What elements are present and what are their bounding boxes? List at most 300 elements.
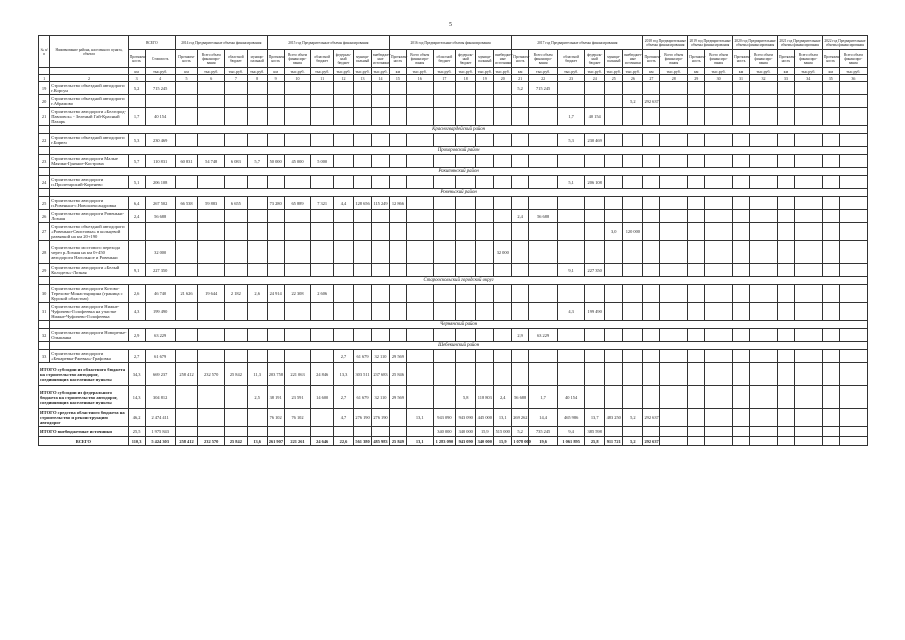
value-cell — [311, 329, 333, 342]
sub-header: Всего объем финансиро-вания — [839, 50, 867, 68]
empty-cell — [822, 223, 839, 241]
section-row — [39, 321, 868, 329]
value-cell — [494, 176, 512, 189]
total-value — [225, 386, 247, 409]
value-cell — [247, 241, 267, 264]
unit-cell: тыс.руб. — [406, 68, 433, 75]
year-2019-header: 2019 год Предварительные объемы финансирования — [688, 36, 733, 50]
value-cell — [494, 285, 512, 303]
value-cell — [605, 134, 623, 147]
value-cell — [225, 223, 247, 241]
value-cell — [406, 303, 433, 321]
empty-cell — [733, 223, 750, 241]
value-cell: 56 688 — [529, 210, 558, 223]
unit-cell: тыс.руб. — [529, 68, 558, 75]
column-number: 7 — [225, 75, 247, 82]
value-cell: 46 740 — [145, 285, 175, 303]
empty-cell — [749, 95, 777, 108]
grand-total-value: 943 090 — [456, 437, 476, 446]
grand-total-value: 1 283 090 — [433, 437, 455, 446]
column-number: 30 — [705, 75, 733, 82]
total-value: 4,7 — [333, 409, 353, 427]
total-value: 25,5 — [128, 427, 145, 437]
value-cell — [354, 82, 372, 95]
row-number: 31 — [39, 303, 50, 321]
grand-total-value: 485 983 — [373, 438, 388, 444]
value-cell — [333, 264, 353, 277]
section-row — [39, 277, 868, 285]
value-cell: 45 000 — [284, 155, 311, 168]
column-number: 23 — [558, 75, 585, 82]
value-cell — [198, 350, 225, 363]
empty-cell — [749, 155, 777, 168]
value-cell — [175, 329, 197, 342]
total-row — [39, 427, 868, 437]
value-cell — [643, 329, 660, 342]
header-row-2 — [39, 50, 868, 68]
empty-cell — [705, 264, 733, 277]
value-cell: 5,3 — [128, 134, 145, 147]
total-value: 25 846 — [389, 363, 406, 386]
grand-total-value: 232 570 — [198, 437, 225, 446]
value-cell — [247, 197, 267, 210]
value-cell — [311, 350, 333, 363]
value-cell — [558, 155, 585, 168]
object-name: Строительство объездной автодороги г.Корсун — [50, 82, 129, 95]
value-cell: 110 831 — [145, 155, 175, 168]
column-number: 34 — [794, 75, 822, 82]
total-value: 2,7 — [333, 386, 353, 409]
empty-cell — [749, 303, 777, 321]
value-cell — [354, 134, 372, 147]
sub-header: Всего объем финансиро-вания — [529, 50, 558, 68]
value-cell — [494, 223, 512, 241]
empty-cell — [839, 363, 867, 386]
total-label: ИТОГО внебюджетные источники — [39, 427, 129, 437]
value-cell — [284, 95, 311, 108]
empty-cell — [660, 197, 688, 210]
empty-cell — [777, 350, 794, 363]
value-cell — [311, 210, 333, 223]
sub-header: муници-пальный — [605, 50, 623, 68]
total-value: 483 250 — [605, 409, 623, 427]
empty-cell — [839, 285, 867, 303]
value-cell — [476, 108, 494, 126]
value-cell — [284, 303, 311, 321]
value-cell — [643, 155, 660, 168]
value-cell — [605, 303, 623, 321]
value-cell — [333, 241, 353, 264]
value-cell — [476, 329, 494, 342]
empty-cell — [660, 264, 688, 277]
value-cell — [605, 108, 623, 126]
value-cell — [605, 329, 623, 342]
empty-cell — [705, 210, 733, 223]
total-value: 13,7 — [585, 409, 605, 427]
unit-cell: тыс.руб. — [311, 68, 333, 75]
column-number: 15 — [389, 75, 406, 82]
empty-cell — [777, 197, 794, 210]
column-number: 3 — [128, 75, 145, 82]
value-cell — [605, 197, 623, 210]
sub-header: Протяжен-ность — [643, 50, 660, 68]
value-cell — [433, 210, 455, 223]
sub-header: Всего объем финансиро-вания — [284, 50, 311, 68]
column-number: 28 — [660, 75, 688, 82]
value-cell: 227 350 — [145, 264, 175, 277]
value-cell — [225, 350, 247, 363]
empty-cell — [733, 134, 750, 147]
total-value: 61 679 — [354, 386, 372, 409]
value-cell: 63 229 — [529, 329, 558, 342]
empty-cell — [794, 155, 822, 168]
value-cell — [476, 210, 494, 223]
total-value — [643, 386, 660, 409]
value-cell — [476, 82, 494, 95]
total-value: 46,2 — [128, 409, 145, 427]
total-value — [311, 427, 333, 437]
empty-cell — [839, 108, 867, 126]
empty-cell — [839, 350, 867, 363]
total-value: 232 570 — [198, 363, 225, 386]
value-cell — [456, 95, 476, 108]
value-cell — [354, 223, 372, 241]
value-cell — [494, 264, 512, 277]
value-cell — [623, 155, 643, 168]
total-value: 445 000 — [476, 409, 494, 427]
value-cell: 199 490 — [585, 303, 605, 321]
value-cell — [456, 285, 476, 303]
value-cell: 2 182 — [225, 285, 247, 303]
value-cell — [198, 82, 225, 95]
value-cell — [494, 155, 512, 168]
value-cell — [433, 285, 455, 303]
value-cell — [512, 285, 529, 303]
total-value: 11,3 — [247, 363, 267, 386]
column-number: 36 — [839, 75, 867, 82]
empty-cell — [688, 223, 705, 241]
value-cell — [476, 264, 494, 277]
total-value: 1 975 843 — [145, 427, 175, 437]
value-cell: 206 108 — [145, 176, 175, 189]
units-row — [39, 68, 868, 75]
total-value: 13,1 — [406, 409, 433, 427]
value-cell: 22 308 — [284, 285, 311, 303]
unit-cell: тыс.руб. — [145, 68, 175, 75]
value-cell — [284, 176, 311, 189]
value-cell — [494, 134, 512, 147]
empty-cell — [794, 350, 822, 363]
value-cell — [585, 350, 605, 363]
value-cell — [372, 134, 390, 147]
total-value: 2 474 411 — [145, 409, 175, 427]
value-cell — [284, 350, 311, 363]
empty-cell — [749, 350, 777, 363]
empty-cell — [794, 427, 822, 437]
sub-header: Протяжен-ность — [777, 50, 794, 68]
value-cell — [333, 285, 353, 303]
value-cell — [406, 197, 433, 210]
sub-header: муници-пальный — [354, 50, 372, 68]
grand-total-value: 19,6 — [529, 437, 558, 446]
total-value: 385 598 — [585, 427, 605, 437]
grand-total-value: 15,9 — [494, 437, 512, 446]
value-cell — [456, 82, 476, 95]
value-cell: 2,7 — [128, 350, 145, 363]
value-cell — [456, 264, 476, 277]
empty-cell — [688, 210, 705, 223]
grand-total-value: 24 646 — [311, 437, 333, 446]
value-cell — [433, 95, 455, 108]
column-number: 5 — [175, 75, 197, 82]
empty-cell — [749, 285, 777, 303]
total-value: 276 190 — [372, 409, 390, 427]
value-cell — [406, 350, 433, 363]
empty-cell — [705, 95, 733, 108]
value-cell — [225, 95, 247, 108]
empty-cell — [733, 176, 750, 189]
column-number: 9 — [267, 75, 284, 82]
row-number: 32 — [39, 329, 50, 342]
value-cell: 267 502 — [145, 197, 175, 210]
sub-header: федераль-ный бюджет — [333, 50, 353, 68]
value-cell — [267, 95, 284, 108]
unit-cell: тыс.руб. — [456, 68, 476, 75]
grand-total-value: 25,8 — [585, 437, 605, 446]
total-value: 943 090 — [456, 409, 476, 427]
value-cell: 120 000 — [623, 223, 643, 241]
empty-cell — [688, 241, 705, 264]
empty-cell — [749, 241, 777, 264]
total-value: 735 245 — [529, 427, 558, 437]
value-cell — [311, 176, 333, 189]
empty-cell — [688, 285, 705, 303]
value-cell: 128 656 — [354, 197, 372, 210]
value-cell — [476, 155, 494, 168]
table-row — [39, 303, 868, 321]
value-cell: 5,7 — [247, 155, 267, 168]
total-value — [406, 386, 433, 409]
empty-cell — [660, 285, 688, 303]
value-cell — [512, 264, 529, 277]
value-cell: 12 866 — [389, 197, 406, 210]
total-label: ИТОГО средства областного бюджета на строительство и реконструкцию автодорог — [39, 409, 129, 427]
empty-cell — [839, 155, 867, 168]
object-name: Строительство автодороги Нижне-Чуфичево-Голофеевка на участке Нижне-Чуфичево-Голофеевка — [50, 303, 129, 321]
value-cell: 40 154 — [145, 108, 175, 126]
empty-cell — [822, 82, 839, 95]
value-cell — [558, 223, 585, 241]
empty-cell — [39, 321, 50, 329]
column-number: 8 — [247, 75, 267, 82]
total-value: 340 000 — [433, 427, 455, 437]
empty-cell — [39, 277, 50, 285]
unit-cell: км — [822, 68, 839, 75]
empty-cell — [794, 223, 822, 241]
value-cell — [529, 241, 558, 264]
value-cell — [389, 241, 406, 264]
unit-cell: тыс.руб. — [705, 68, 733, 75]
section-row — [39, 126, 868, 134]
value-cell — [225, 210, 247, 223]
value-cell — [247, 303, 267, 321]
value-cell: 5,1 — [128, 176, 145, 189]
row-number: 29 — [39, 264, 50, 277]
total-value: 76 102 — [267, 409, 284, 427]
value-cell — [558, 285, 585, 303]
col-name-header: Наименование района, населенного пункта, объекта — [50, 36, 129, 68]
value-cell — [623, 303, 643, 321]
empty-cell — [660, 155, 688, 168]
total-value: 118 803 — [476, 386, 494, 409]
grand-total-value: 5,2 — [623, 437, 643, 446]
grand-total-value: 13,1 — [406, 437, 433, 446]
sub-header: муници-пальный — [476, 50, 494, 68]
value-cell — [585, 210, 605, 223]
total-value — [476, 363, 494, 386]
value-cell — [529, 155, 558, 168]
empty-cell — [777, 285, 794, 303]
year-2016-header: 2016 год Предварительные объемы финансирования — [389, 36, 511, 50]
value-cell — [558, 210, 585, 223]
empty-cell — [839, 437, 867, 446]
empty-cell — [733, 95, 750, 108]
empty-cell — [839, 303, 867, 321]
value-cell — [406, 95, 433, 108]
value-cell — [529, 350, 558, 363]
sub-header: Протяжен-ность — [733, 50, 750, 68]
object-name: Строительство автодороги Котово-Терехово-Монастырщина (граница с Курской областью) — [50, 285, 129, 303]
total-value: 23 591 — [284, 386, 311, 409]
total-value — [623, 386, 643, 409]
row-number: 23 — [39, 155, 50, 168]
value-cell — [389, 223, 406, 241]
value-cell — [284, 241, 311, 264]
total-row — [39, 386, 868, 409]
section-title: Прохоровский район — [50, 147, 868, 155]
value-cell — [456, 303, 476, 321]
total-value — [643, 427, 660, 437]
value-cell: 24 914 — [267, 285, 284, 303]
section-title: Ракитянский район — [50, 168, 868, 176]
value-cell — [605, 241, 623, 264]
value-cell — [406, 176, 433, 189]
value-cell — [372, 223, 390, 241]
column-number-row — [39, 75, 868, 82]
value-cell — [529, 176, 558, 189]
value-cell: 66 538 — [175, 197, 197, 210]
value-cell — [175, 134, 197, 147]
empty-cell — [705, 134, 733, 147]
sub-header: федераль-ный бюджет — [456, 50, 476, 68]
value-cell — [247, 82, 267, 95]
row-number: 20 — [39, 95, 50, 108]
empty-cell — [688, 386, 705, 409]
empty-cell — [794, 82, 822, 95]
empty-cell — [660, 409, 688, 427]
row-number: 26 — [39, 210, 50, 223]
value-cell — [494, 350, 512, 363]
value-cell — [225, 241, 247, 264]
value-cell — [406, 285, 433, 303]
empty-cell — [733, 264, 750, 277]
empty-cell — [688, 176, 705, 189]
value-cell — [433, 329, 455, 342]
empty-cell — [777, 427, 794, 437]
total-value — [247, 409, 267, 427]
value-cell — [267, 134, 284, 147]
value-cell — [476, 241, 494, 264]
value-cell — [128, 241, 145, 264]
section-row — [39, 147, 868, 155]
value-cell — [311, 303, 333, 321]
value-cell — [512, 95, 529, 108]
total-value: 13,1 — [494, 409, 512, 427]
empty-cell — [822, 264, 839, 277]
total-value: 2,5 — [247, 386, 267, 409]
value-cell: 2,4 — [512, 210, 529, 223]
unit-cell: км — [175, 68, 197, 75]
value-cell: 54 748 — [198, 155, 225, 168]
value-cell — [512, 241, 529, 264]
table-row — [39, 155, 868, 168]
total-value — [225, 427, 247, 437]
sub-header: внебюджет-ные источники — [494, 50, 512, 68]
object-name: Строительство объездной автодороги «Ровеньки-Свистовка» в кольцевой развязкой на км 20+190 — [50, 223, 129, 241]
empty-cell — [660, 427, 688, 437]
column-number: 31 — [733, 75, 750, 82]
total-value — [389, 409, 406, 427]
empty-cell — [39, 189, 50, 197]
value-cell: 3,0 — [605, 223, 623, 241]
total-value: 340 000 — [456, 427, 476, 437]
column-number: 24 — [585, 75, 605, 82]
value-cell — [389, 82, 406, 95]
value-cell — [198, 329, 225, 342]
value-cell — [354, 210, 372, 223]
total-value — [175, 409, 197, 427]
value-cell: 230 469 — [145, 134, 175, 147]
value-cell — [198, 223, 225, 241]
grand-total-value: 25 849 — [389, 437, 406, 446]
value-cell — [456, 350, 476, 363]
empty-cell — [733, 303, 750, 321]
value-cell — [512, 303, 529, 321]
empty-cell — [839, 176, 867, 189]
total-value — [558, 363, 585, 386]
value-cell — [643, 82, 660, 95]
empty-cell — [733, 329, 750, 342]
empty-cell — [749, 409, 777, 427]
empty-cell — [794, 176, 822, 189]
row-number: 24 — [39, 176, 50, 189]
value-cell — [198, 241, 225, 264]
value-cell — [433, 176, 455, 189]
empty-cell — [749, 108, 777, 126]
value-cell: 5,7 — [128, 155, 145, 168]
empty-cell — [822, 241, 839, 264]
value-cell: 32 000 — [494, 241, 512, 264]
table-row — [39, 108, 868, 126]
unit-cell — [39, 68, 50, 75]
table-row — [39, 223, 868, 241]
value-cell — [529, 134, 558, 147]
value-cell: 4,4 — [333, 197, 353, 210]
unit-cell — [50, 68, 129, 75]
value-cell — [333, 303, 353, 321]
value-cell — [198, 134, 225, 147]
financing-table — [38, 35, 868, 446]
